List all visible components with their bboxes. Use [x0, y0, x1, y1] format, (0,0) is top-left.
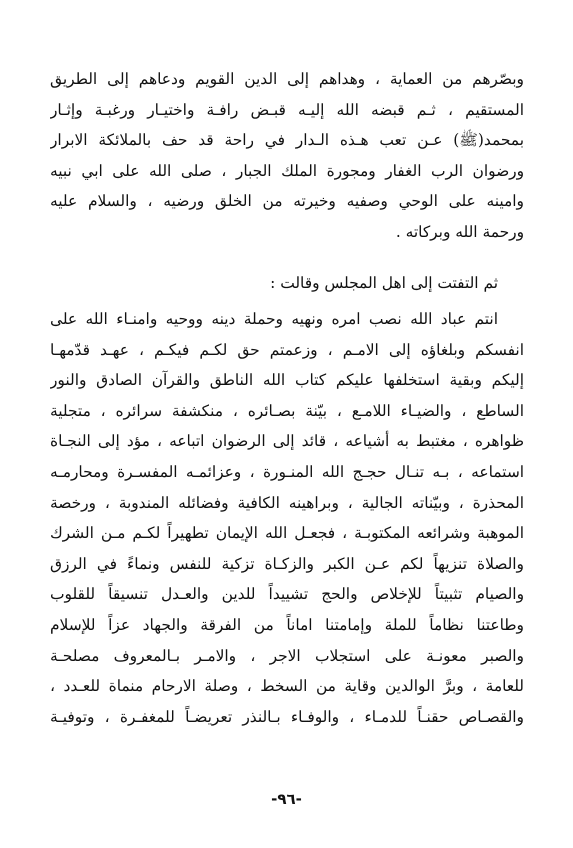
paragraph-sermon	[50, 304, 524, 732]
text-line: الموهبة وشرائعه المكتوبـة ، فجعـل الله الإيمان تطهيراً لكـم مـن الشرك	[50, 524, 524, 543]
text-line: ورضوان الرب الغفار ومجورة الملك الجبار ، صلى الله على ابي نبيه	[50, 161, 524, 180]
text-line: استماعه ، بـه تنـال حجـج الله المنـورة ، وعزائمـه المفسـرة ومحارمـه	[50, 462, 524, 481]
text-line: ثم التفتت إلى اهل المجلس وقالت :	[270, 274, 498, 292]
text-line: والصبر معونـة على استجلاب الاجر ، والامـر بـالمعروف مصلحـة	[50, 646, 524, 665]
paragraph-transition	[50, 268, 524, 299]
text-line: انفسكم وبلغاؤه إلى الامـم ، وزعمتم حق لكـم فيكـم ، عهـد قدّمهـا	[50, 340, 524, 359]
text-line: انتم عباد الله نصب امره ونهيه وحملة دينه ووحيه وامنـاء الله على	[50, 310, 498, 328]
text-line: المحذرة ، وبيّناته الجالية ، وبراهينه الكافية وفضائله المندوبة ، ورخصة	[50, 493, 524, 512]
text-line: الساطع ، والضيـاء اللامـع ، بيّنة بصـائره ، منكشفة سرائره ، متجلية	[50, 401, 524, 420]
page-number: -٩٦-	[271, 790, 302, 808]
text-line: المستقيم ، ثـم قبضه الله إليـه قبـض رافـة واختيـار ورغبـة وإثـار	[50, 100, 524, 119]
text-line: ظواهره ، مغتبط به أشياعه ، قائد إلى الرضوان اتباعه ، مؤد إلى النجـاة	[50, 432, 524, 451]
text-line: والصيام تثبيتاً للإخلاص والحج تشييداً للدين والعـدل تنسيقاً للقلوب	[50, 585, 524, 604]
text-line: وبصّرهم من العماية ، وهداهم إلى الدين القويم ودعاهم إلى الطريق	[50, 70, 524, 88]
text-line: والصلاة تنزيهاً لكم عـن الكبر والزكـاة تزكية للنفس ونماءً في الرزق	[50, 554, 524, 573]
text-line: للعامة ، وبرَّ الوالدين وقاية من السخط ، وصلة الارحام منماة للعـدد ،	[50, 677, 524, 696]
text-line: والقصـاص حقنـاً للدمـاء ، والوفـاء بـالنذر تعريضـاً للمغفـرة ، وتوفيـة	[50, 707, 524, 726]
text-line: إليكم وبقية استخلفها عليكم كتاب الله الناطق والقرآن الصادق والنور	[50, 371, 524, 390]
text-line: وطاعتنا نظاماً للملة وإمامتنا اماناً من الفرقة والجهاد عزاً للإسلام	[50, 615, 524, 634]
text-line: وامينه على الوحي وصفيه وخيرته من الخلق ورضيه ، والسلام عليه	[50, 192, 524, 211]
text-line: بمحمد(ﷺ) عـن تعب هـذه الـدار في راحة قد حف بالملائكة الابرار	[50, 131, 524, 150]
paragraph-opening	[50, 64, 524, 248]
text-line: ورحمة الله وبركاته .	[395, 222, 524, 241]
